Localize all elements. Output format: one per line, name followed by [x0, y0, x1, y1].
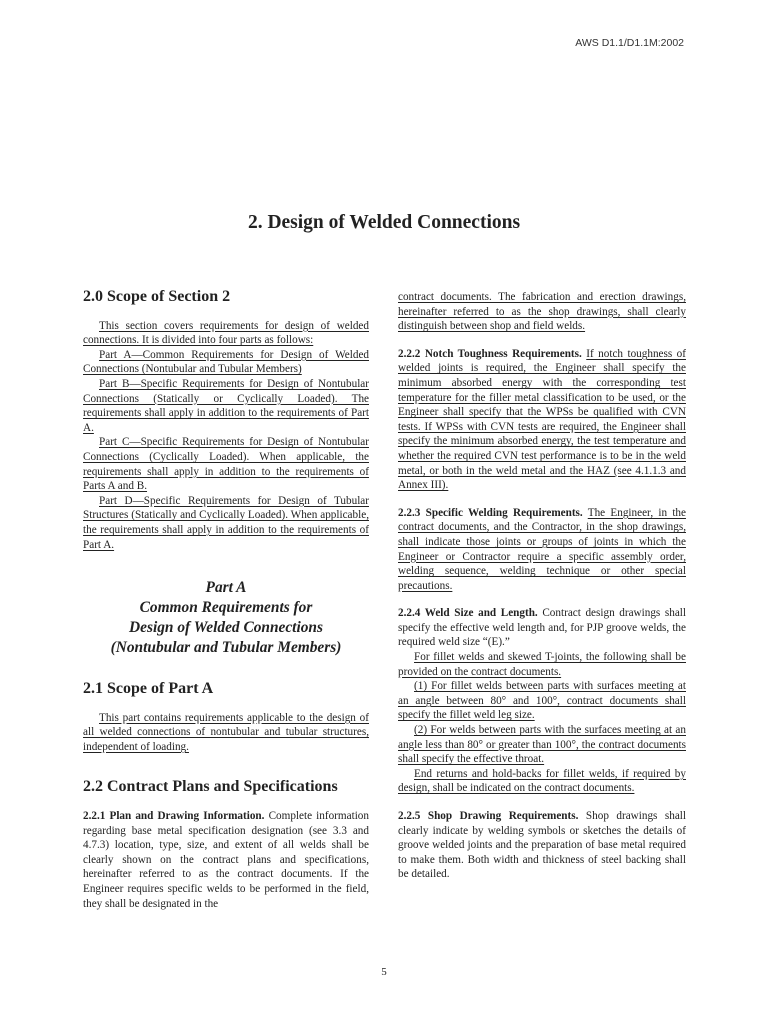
section-2-2-4-paragraph-2: For fillet welds and skewed T-joints, the following shall be provided on the contract documents. [398, 651, 686, 678]
section-2-2-3-paragraph [398, 506, 686, 594]
section-2-2-3-text: The Engineer, in the contract documents, and the Contractor, in the shop drawings, shall indicate those joints or groups of joints in which the Engineer or Contractor require a specific assembly order, welding sequence, welding technique or other special precautions. [398, 506, 686, 592]
section-2-2-4-paragraph-3: End returns and hold-backs for fillet welds, if required by design, shall be indicated on the contract documents. [398, 767, 686, 795]
left-column [83, 290, 369, 911]
section-2-2-1-heading: 2.2.1 Plan and Drawing Information. [83, 810, 265, 823]
document-standard-header: AWS D1.1/D1.1M:2002 [575, 37, 684, 49]
section-2-2-5-paragraph [398, 809, 686, 882]
section-2-2-4-text: Contract design drawings shall specify the effective weld length and, for PJP groove welds, the required weld size “(E).” [398, 607, 687, 649]
part-a-title-line-2: Common Requirements for [139, 599, 313, 617]
part-d-item: Part D—Specific Requirements for Design of Tubular Structures (Statically and Cyclically Loaded). When applicable, the requirements shall apply in addition to the requirements of Part A. [83, 494, 369, 551]
part-a-title [83, 578, 369, 658]
right-column [398, 290, 686, 882]
chapter-title: 2. Design of Welded Connections [247, 212, 521, 233]
section-2-1-heading: 2.1 Scope of Part A [83, 680, 214, 698]
section-2-2-4-heading: 2.2.4 Weld Size and Length. [398, 607, 538, 620]
section-2-2-3-heading: 2.2.3 Specific Welding Requirements. [398, 506, 583, 519]
section-2-2-5-heading: 2.2.5 Shop Drawing Requirements. [398, 810, 579, 822]
section-2-2-4-item-2: (2) For welds between parts with the surfaces meeting at an angle less than 80° or greater than 100°, the contract documents shall specify the effective throat. [398, 724, 686, 766]
section-2-2-5-text: Shop drawings shall clearly indicate by welding symbols or sketches the details of groove welded joints and the preparation of base metal required to make them. Both width and thickness of steel backing shall be detailed. [398, 810, 687, 881]
part-a-title-line-4: (Nontubular and Tubular Members) [110, 639, 342, 657]
section-2-1-text: This part contains requirements applicable to the design of all welded connections of nontubular and tubular structures, independent of loading. [83, 711, 369, 753]
page-number: 5 [381, 966, 387, 978]
section-2-2-1-paragraph [83, 809, 369, 911]
section-2-2-heading: 2.2 Contract Plans and Specifications [83, 778, 338, 796]
section-2-2-4-paragraph [398, 606, 686, 650]
part-c-item: Part C—Specific Requirements for Design of Nontubular Connections (Cyclically Loaded). When applicable, the requirements shall apply in addition to the requirements of Parts A and B. [83, 436, 369, 493]
section-2-2-2-paragraph [398, 347, 686, 493]
section-2-0-intro: This section covers requirements for design of welded connections. It is divided into four parts as follows: [83, 319, 369, 347]
section-2-2-1-text: Complete information regarding base metal specification designation (see 3.3 and 4.7.3) location, type, size, and extent of all welds shall be clearly shown on the contract plans and specifications, hereinafter referred to as the contract documents. If the Engineer requires specific welds to be performed in the field, they shall be designated in the [83, 810, 369, 910]
section-2-2-2-text: If notch toughness of welded joints is required, the Engineer shall specify the minimum absorbed energy with the corresponding test temperature for the filler metal classification to be used, or the Engineer shall specify that the WPSs be qualified with CVN tests. If WPSs with CVN tests are required, the Engineer shall specify the minimum absorbed energy, the test temperature and whether the required CVN test performance is to be in the weld metal, or both in the weld metal and the HAZ (see 4.1.1.3 and Annex III). [398, 347, 686, 492]
part-a-title-line-1: Part A [205, 579, 247, 597]
section-2-2-4-item-1: (1) For fillet welds between parts with surfaces meeting at an angle between 80° and 100°, contract documents shall specify the fillet weld leg size. [398, 680, 686, 722]
section-2-0-heading: 2.0 Scope of Section 2 [83, 288, 231, 305]
part-a-item: Part A—Common Requirements for Design of Welded Connections (Nontubular and Tubular Members) [83, 348, 369, 376]
section-2-2-2-heading: 2.2.2 Notch Toughness Requirements. [398, 347, 582, 360]
continued-text: contract documents. The fabrication and erection drawings, hereinafter referred to as the shop drawings, shall clearly distinguish between shop and field welds. [398, 291, 686, 333]
part-b-item: Part B—Specific Requirements for Design of Nontubular Connections (Statically or Cyclically Loaded). The requirements shall apply in addition to the requirements of Part A. [83, 377, 369, 434]
part-a-title-line-3: Design of Welded Connections [129, 619, 323, 637]
